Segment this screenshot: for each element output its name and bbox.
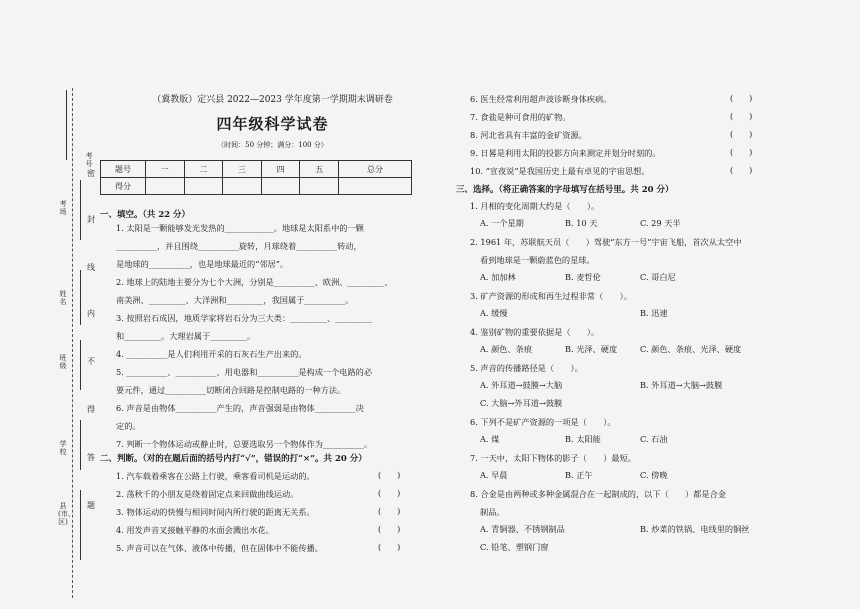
score-cell[interactable]: [261, 178, 300, 195]
binding-dashed-line: [72, 88, 73, 598]
answer-paren[interactable]: ( ): [378, 525, 401, 534]
choice-option[interactable]: B. 炒菜的铁锅、电线里的铜丝: [640, 524, 750, 534]
choice-option[interactable]: B. 太阳能: [565, 434, 601, 444]
answer-paren[interactable]: ( ): [730, 112, 753, 121]
answer-paren[interactable]: ( ): [730, 130, 753, 139]
score-header-cell: 四: [261, 161, 300, 178]
choice-option[interactable]: A. 外耳道→鼓膜→大脑: [480, 380, 563, 390]
section-judge-title: 二、判断。（对的在题后面的括号内打“√”，错误的打“×”。共 20 分）: [100, 454, 367, 464]
fill-line: 5. __________、__________、用电器和__________是构成一个电路的必: [116, 367, 373, 377]
exam-header: [100, 92, 445, 150]
score-row-label: 得分: [101, 178, 146, 195]
score-header-cell: 三: [223, 161, 262, 178]
fill-line: 和_________。大理岩属于_________。: [116, 331, 256, 341]
choice-option[interactable]: C. 石油: [640, 434, 668, 444]
choice-question: 1. 月相的变化周期大约是（ ）。: [470, 201, 600, 211]
choice-option[interactable]: B. 迅速: [640, 308, 668, 318]
cut-mark: 得: [87, 405, 95, 414]
section-fill-title: 一、填空。（共 22 分）: [100, 210, 190, 220]
score-cell[interactable]: [223, 178, 262, 195]
field-label: 县(市、区): [58, 502, 75, 526]
choice-option[interactable]: C. 29 天半: [640, 218, 681, 228]
score-table: [100, 160, 412, 195]
field-label: 姓名: [59, 290, 67, 306]
choice-option[interactable]: B. 光泽、硬度: [565, 344, 618, 354]
judge-item: 2. 荡秋千的小朋友是绕着固定点来回做曲线运动。: [116, 489, 299, 499]
choice-option[interactable]: C. 大脑→外耳道→鼓膜: [480, 398, 563, 408]
choice-option[interactable]: A. 加加林: [480, 272, 516, 282]
fill-line: 定的。: [116, 421, 141, 431]
choice-option[interactable]: B. 正午: [565, 470, 593, 480]
choice-question: 3. 矿产资源的形成和再生过程非常（ ）。: [470, 291, 632, 301]
cut-mark: 封: [87, 215, 95, 224]
score-header-cell: 题号: [101, 161, 146, 178]
choice-option[interactable]: B. 麦哲伦: [565, 272, 601, 282]
choice-question: 7. 一天中，太阳下物体的影子（ ）最短。: [470, 453, 636, 463]
judge-item: 5. 声音可以在气体、液体中传播，但在固体中不能传播。: [116, 543, 323, 553]
judge-item: 6. 医生经常利用超声波诊断身体疾病。: [470, 94, 612, 104]
choice-option[interactable]: C. 颜色、条痕、光泽、硬度: [640, 344, 742, 354]
judge-item: 7. 食盐是种可食用的矿物。: [470, 112, 571, 122]
exam-title: 四年级科学试卷: [216, 115, 329, 133]
score-cell[interactable]: [339, 178, 412, 195]
cut-mark: 题: [87, 501, 95, 510]
choice-option[interactable]: A. 缓慢: [480, 308, 508, 318]
fill-line: 6. 声音是由物体__________产生的，声音强弱是由物体__________决: [116, 403, 364, 413]
choice-option[interactable]: A. 青铜器、不锈钢制品: [480, 524, 565, 534]
score-header-cell: 五: [300, 161, 339, 178]
field-label: 考场: [59, 200, 67, 216]
section-choice-title: 三、选择。（将正确答案的字母填写在括号里。共 20 分）: [456, 185, 674, 195]
score-cell[interactable]: [184, 178, 223, 195]
fill-line: 要元件，通过__________切断闭合回路是控制电路的一种方法。: [116, 385, 346, 395]
cut-mark: 答: [87, 453, 95, 462]
score-header-cell: 总分: [339, 161, 412, 178]
score-header-cell: 一: [146, 161, 185, 178]
answer-paren[interactable]: ( ): [730, 148, 753, 157]
choice-question: 4. 鉴别矿物的重要依据是（ ）。: [470, 327, 600, 337]
judge-item: 3. 物体运动的快慢与相同时间内所行驶的距离无关系。: [116, 507, 315, 517]
judge-item: 4. 用发声音叉接触平静的水面会溅出水花。: [116, 525, 274, 535]
exam-meta: （时间：50 分钟；满分：100 分）: [217, 141, 328, 149]
choice-question-cont: 制品。: [480, 507, 505, 517]
choice-option[interactable]: A. 早晨: [480, 470, 508, 480]
fill-line: 南美洲、_________、大洋洲和_________，我国属于__________。: [116, 295, 354, 305]
answer-paren[interactable]: ( ): [378, 507, 401, 516]
choice-option[interactable]: C. 哥白尼: [640, 272, 676, 282]
choice-question: 2. 1961 年，苏联航天员（ ）驾驶“东方一号”宇宙飞船，首次从太空中: [470, 237, 742, 247]
cut-mark: 内: [87, 309, 95, 318]
field-label: 学校: [59, 440, 67, 456]
answer-paren[interactable]: ( ): [378, 471, 401, 480]
cut-mark: 线: [87, 263, 95, 272]
answer-paren[interactable]: ( ): [378, 543, 401, 552]
fill-line: 1. 太阳是一颗能够发光发热的____________。地球是太阳系中的一颗: [116, 223, 364, 233]
choice-question: 6. 下列不是矿产资源的一项是（ ）。: [470, 417, 616, 427]
answer-paren[interactable]: ( ): [730, 94, 753, 103]
choice-option[interactable]: B. 10 天: [565, 218, 598, 228]
choice-option[interactable]: A. 煤: [480, 434, 500, 444]
choice-option[interactable]: C. 傍晚: [640, 470, 668, 480]
field-label: 考号: [85, 152, 93, 168]
score-cell[interactable]: [300, 178, 339, 195]
fill-line: __________，并且围绕__________旋转，月球绕着__________转动，: [116, 241, 362, 251]
choice-question: 5. 声音的传播路径是（ ）。: [470, 363, 583, 373]
fill-line: 7. 判断一个物体运动或静止时，总要选取另一个物体作为__________。: [116, 439, 373, 449]
answer-paren[interactable]: ( ): [730, 166, 753, 175]
answer-paren[interactable]: ( ): [378, 489, 401, 498]
choice-option[interactable]: C. 铅笔、塑钢门窗: [480, 542, 549, 552]
cut-mark: 不: [87, 357, 95, 366]
choice-option[interactable]: A. 颜色、条痕: [480, 344, 533, 354]
exam-subtitle: （冀教版）定兴县 2022—2023 学年度第一学期期末调研卷: [152, 95, 393, 105]
fill-line: 3. 按照岩石成因，地质学家将岩石分为三大类：_________、_________: [116, 313, 373, 323]
score-header-cell: 二: [184, 161, 223, 178]
judge-item: 9. 日晷是利用太阳的投影方向来测定并划分时刻的。: [470, 148, 661, 158]
choice-question-cont: 看到地球是一颗蔚蓝色的星球。: [480, 255, 595, 265]
score-cell[interactable]: [146, 178, 185, 195]
cut-mark: 密: [87, 169, 95, 178]
fill-line: 是地球的__________，也是地球最近的“邻居”。: [116, 259, 289, 269]
fill-line: 2. 地球上的陆地主要分为七个大洲，分别是__________、欧洲、_________、: [116, 277, 393, 287]
field-label: 班级: [59, 354, 67, 370]
fill-line: 4. __________是人们利用开采的石灰石生产出来的。: [116, 349, 307, 359]
judge-item: 1. 汽车载着乘客在公路上行驶，乘客看司机是运动的。: [116, 471, 315, 481]
choice-option[interactable]: B. 外耳道→大脑→鼓膜: [640, 380, 723, 390]
judge-item: 10. “宣夜说”是我国历史上最有卓见的宇宙思想。: [470, 166, 650, 176]
choice-option[interactable]: A. 一个星期: [480, 218, 524, 228]
judge-item: 8. 河北省具有丰富的金矿资源。: [470, 130, 587, 140]
choice-question: 8. 合金是由两种或多种金属混合在一起制成的，以下（ ）都是合金: [470, 489, 727, 499]
